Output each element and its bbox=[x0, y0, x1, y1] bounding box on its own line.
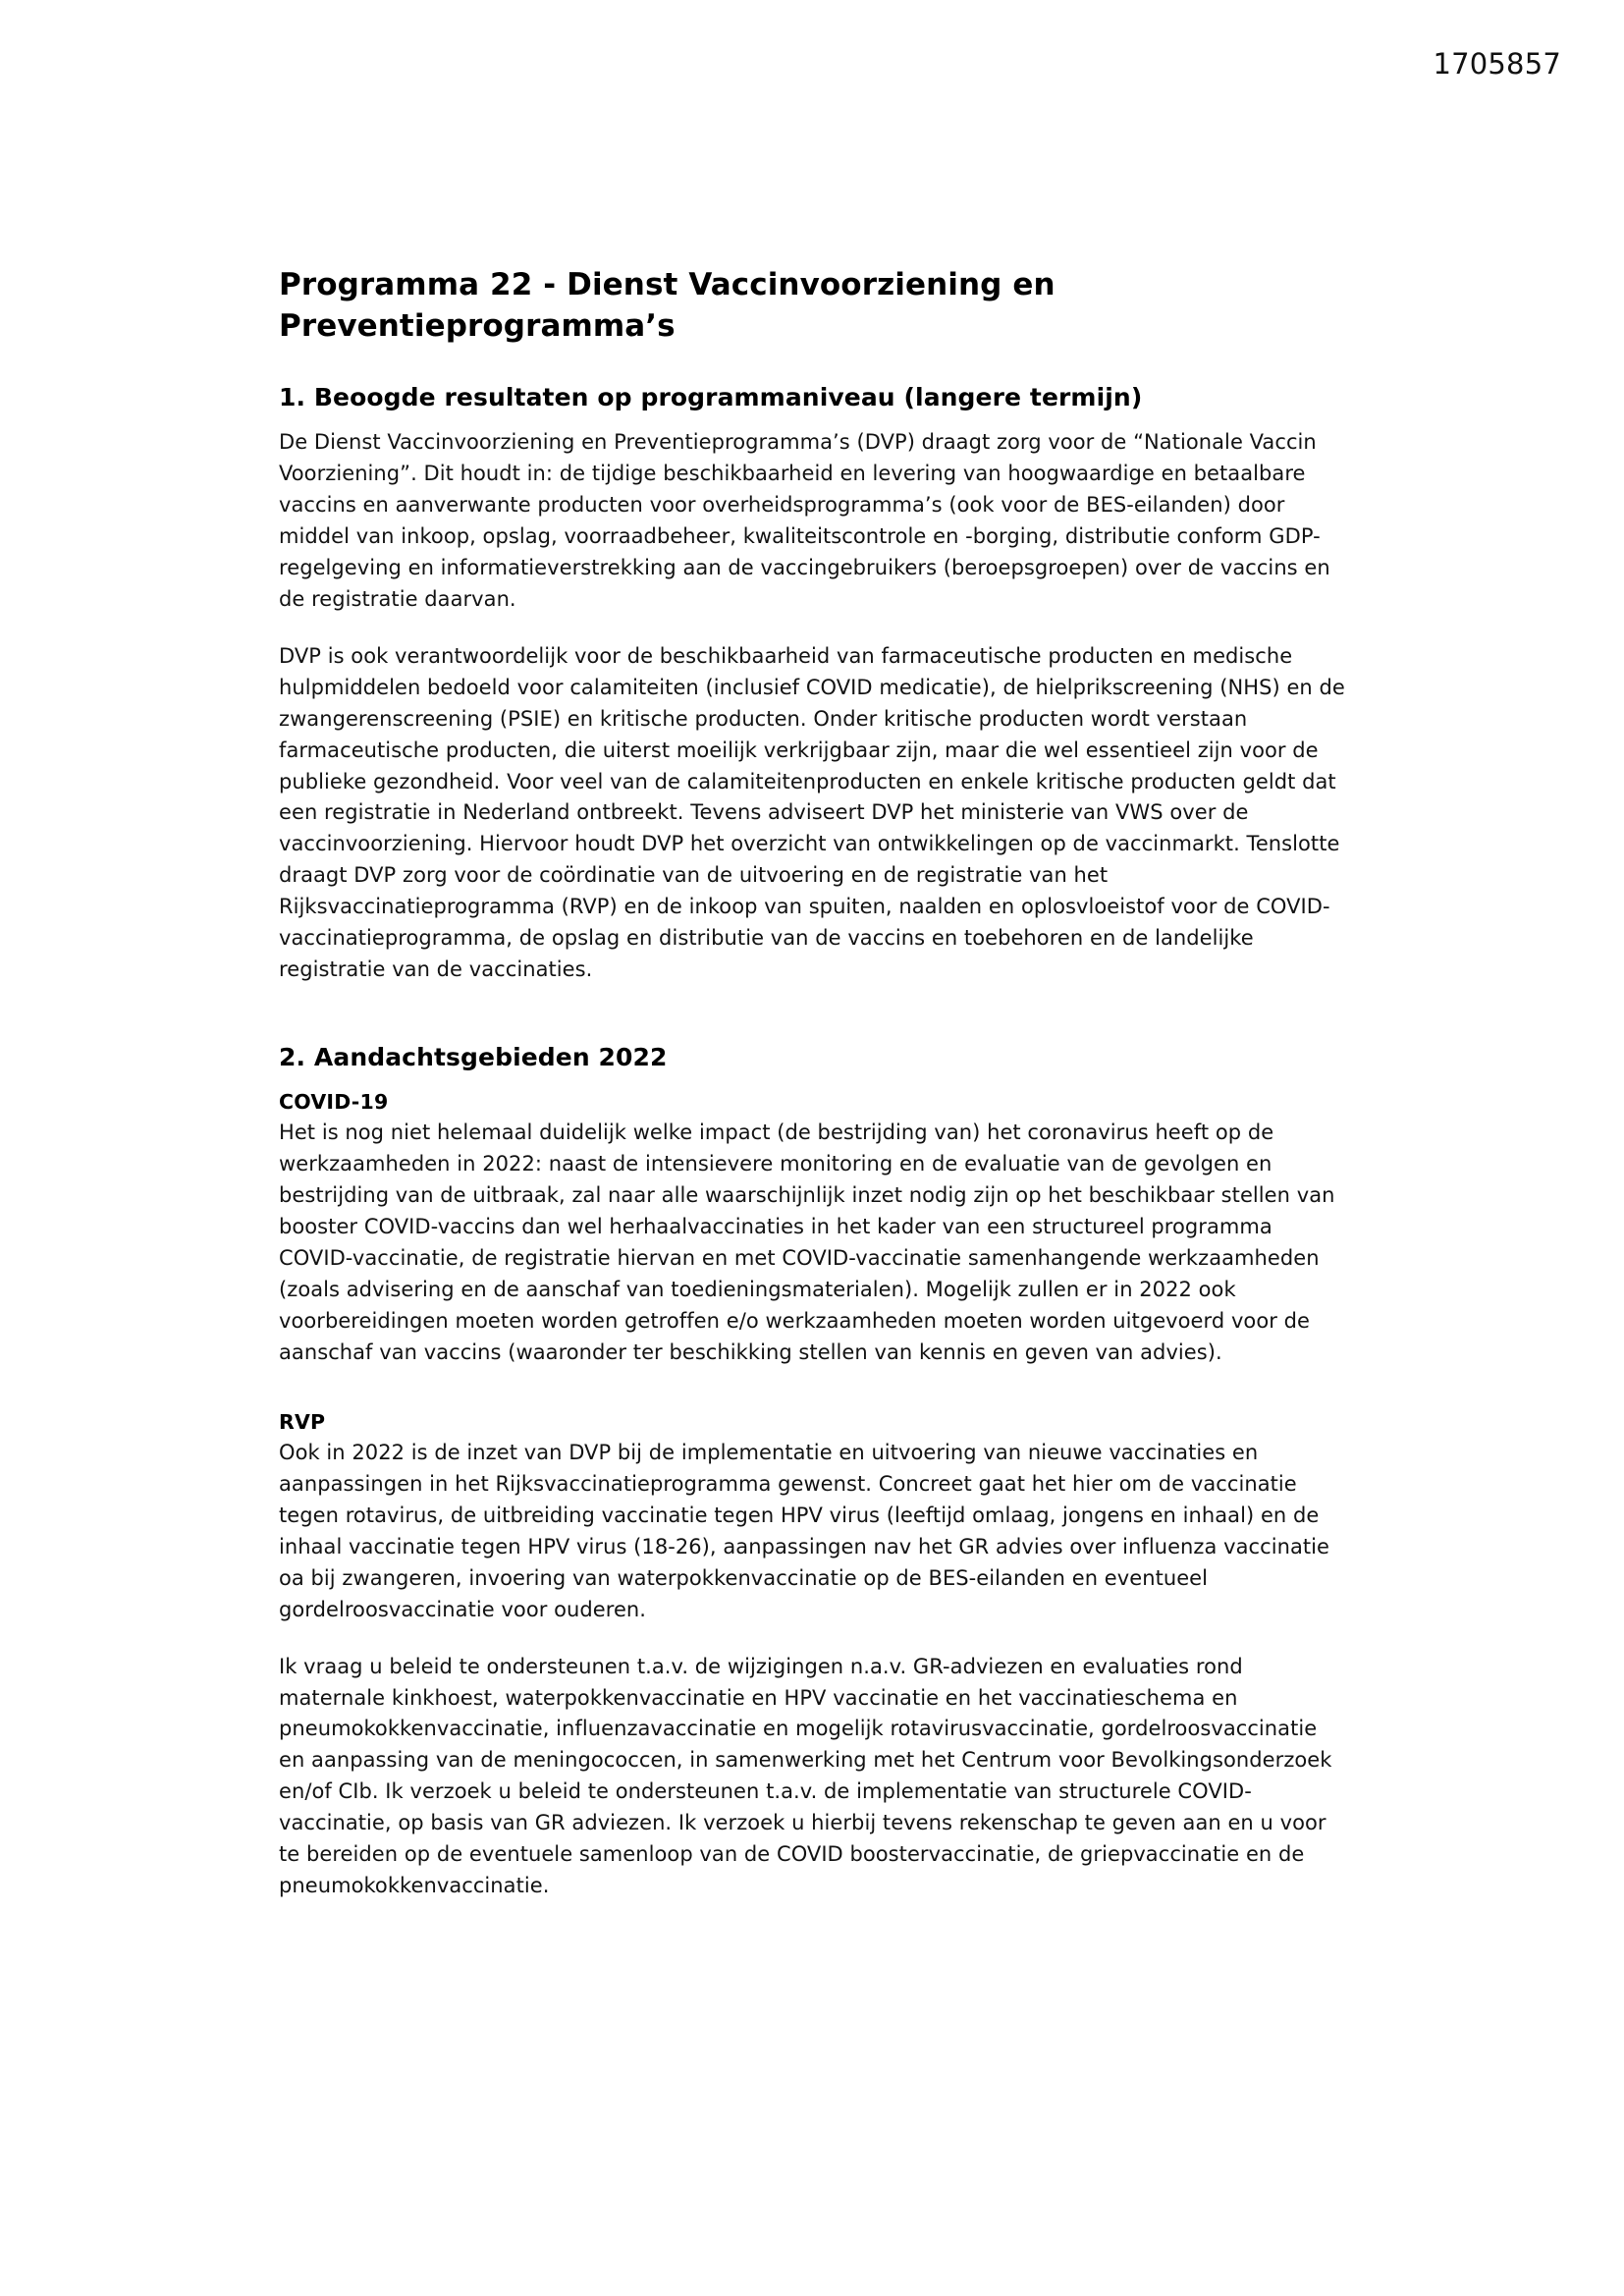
section-heading-2: 2. Aandachtsgebieden 2022 bbox=[279, 1042, 668, 1071]
document-id-number: 1705857 bbox=[1433, 47, 1561, 81]
document-body bbox=[279, 265, 1349, 1902]
section-heading-1: 1. Beoogde resultaten op programmaniveau (langere termijn) bbox=[279, 382, 1143, 411]
subsection-covid-19 bbox=[279, 1088, 1349, 1369]
paragraph: Ik vraag u beleid te ondersteunen t.a.v. de wijzigingen n.a.v. GR-adviezen en evaluaties rond maternale kinkhoest, waterpokkenvaccinatie en HPV vaccinatie en het vaccinatieschema en pneumokokkenvaccinatie, influenzavaccinatie en mogelijk rotavirusvaccinatie, gordelroosvaccinatie en aanpassing van de meningococcen, in samenwerking met het Centrum voor Bevolkingsonderzoek en/of CIb. Ik verzoek u beleid te ondersteunen t.a.v. de implementatie van structurele COVID-vaccinatie, op basis van GR adviezen. Ik verzoek u hierbij tevens rekenschap te geven aan en u voor te bereiden op de eventuele samenloop van de COVID boostervaccinatie, de griepvaccinatie en de pneumokokkenvaccinatie. bbox=[279, 1654, 1332, 1897]
page-title: Programma 22 - Dienst Vaccinvoorziening en Preventieprogramma’s bbox=[279, 267, 1056, 344]
paragraph: Het is nog niet helemaal duidelijk welke impact (de bestrijding van) het coronavirus heeft op de werkzaamheden in 2022: naast de intensievere monitoring en de evaluatie van de gevolgen en bestrijding van de uitbraak, zal naar alle waarschijnlijk inzet nodig zijn op het beschikbaar stellen van booster COVID-vaccins dan wel herhaalvaccinaties in het kader van een structureel programma COVID-vaccinatie, de registratie hiervan en met COVID-vaccinatie samenhangende werkzaamheden (zoals advisering en de aanschaf van toedieningsmaterialen). Mogelijk zullen er in 2022 ook voorbereidingen moeten worden getroffen e/o werkzaamheden moeten worden uitgevoerd voor de aanschaf van vaccins (waaronder ter beschikking stellen van kennis en geven van advies). bbox=[279, 1121, 1335, 1364]
paragraph: DVP is ook verantwoordelijk voor de beschikbaarheid van farmaceutische producten en medische hulpmiddelen bedoeld voor calamiteiten (inclusief COVID medicatie), de hielprikscreening (NHS) en de zwangerenscreening (PSIE) en kritische producten. Onder kritische producten wordt verstaan farmaceutische producten, die uiterst moeilijk verkrijgbaar zijn, maar die wel essentieel zijn voor de publieke gezondheid. Voor veel van de calamiteitenproducten en enkele kritische producten geldt dat een registratie in Nederland ontbreekt. Tevens adviseert DVP het ministerie van VWS over de vaccinvoorziening. Hiervoor houdt DVP het overzicht van ontwikkelingen op de vaccinmarkt. Tenslotte draagt DVP zorg voor de coördinatie van de uitvoering en de registratie van het Rijksvaccinatieprogramma (RVP) en de inkoop van spuiten, naalden en oplosvloeistof voor de COVID-vaccinatieprogramma, de opslag en distributie van de vaccins en toebehoren en de landelijke registratie van de vaccinaties. bbox=[279, 643, 1345, 981]
paragraph: Ook in 2022 is de inzet van DVP bij de implementatie en uitvoering van nieuwe vaccinaties en aanpassingen in het Rijksvaccinatieprogramma gewenst. Concreet gaat het hier om de vaccinatie tegen rotavirus, de uitbreiding vaccinatie tegen HPV virus (leeftijd omlaag, jongens en inhaal) en de inhaal vaccinatie tegen HPV virus (18-26), aanpassingen nav het GR advies over influenza vaccinatie oa bij zwangeren, invoering van waterpokkenvaccinatie op de BES-eilanden en eventueel gordelroosvaccinatie voor ouderen. bbox=[279, 1441, 1330, 1621]
section-aandachtsgebieden bbox=[279, 1041, 1349, 1902]
subsection-heading-covid-19: COVID-19 bbox=[279, 1089, 389, 1114]
paragraph: De Dienst Vaccinvoorziening en Preventieprogramma’s (DVP) draagt zorg voor de “Nationale Vaccin Voorziening”. Dit houdt in: de tijdige beschikbaarheid en levering van hoogwaardige en betaalbare vaccins en aanverwante producten voor overheidsprogramma’s (ook voor de BES-eilanden) door middel van inkoop, opslag, voorraadbeheer, kwaliteitscontrole en -borging, distributie conform GDP-regelgeving en informatieverstrekking aan de vaccingebruikers (beroepsgroepen) over de vaccins en de registratie daarvan. bbox=[279, 430, 1330, 611]
subsection-rvp bbox=[279, 1408, 1349, 1902]
document-header bbox=[1433, 47, 1561, 82]
subsection-heading-rvp: RVP bbox=[279, 1409, 326, 1434]
section-beoogde-resultaten bbox=[279, 381, 1349, 986]
